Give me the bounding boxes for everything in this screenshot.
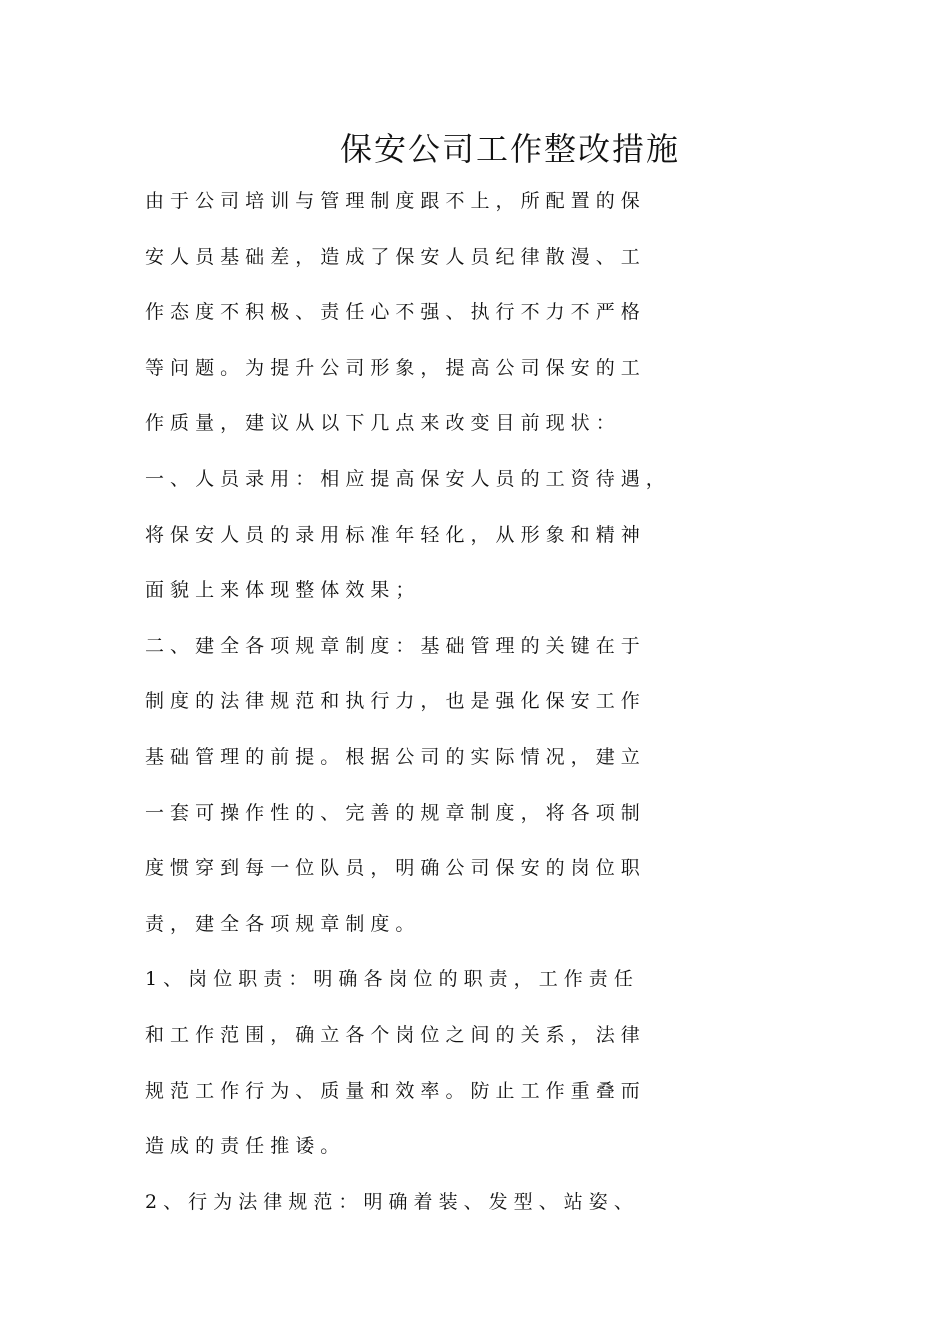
paragraph-line: 作 质 量 ， 建 议 从 以 下 几 点 来 改 变 目 前 现 状 ： [145,412,615,434]
paragraph-line: 1 、 岗 位 职 责 ： 明 确 各 岗 位 的 职 责 ， 工 作 责 任 [145,968,633,990]
paragraph-line: 造 成 的 责 任 推 诿 。 [145,1135,340,1157]
paragraph-line: 责 ， 建 全 各 项 规 章 制 度 。 [145,913,415,935]
paragraph-line: 一 套 可 操 作 性 的 、 完 善 的 规 章 制 度 ， 将 各 项 制 [145,802,640,824]
paragraph-line: 规 范 工 作 行 为 、 质 量 和 效 率 。 防 止 工 作 重 叠 而 [145,1080,640,1102]
document-title: 保安公司工作整改措施 [339,130,680,168]
paragraph-line: 度 惯 穿 到 每 一 位 队 员 ， 明 确 公 司 保 安 的 岗 位 职 [145,857,640,879]
paragraph-line: 制 度 的 法 律 规 范 和 执 行 力 ， 也 是 强 化 保 安 工 作 [145,690,640,712]
paragraph-line: 由 于 公 司 培 训 与 管 理 制 度 跟 不 上 ， 所 配 置 的 保 [145,190,640,212]
paragraph-line: 一 、 人 员 录 用 ： 相 应 提 高 保 安 人 员 的 工 资 待 遇 ， [145,468,665,490]
paragraph-line: 将 保 安 人 员 的 录 用 标 准 年 轻 化 ， 从 形 象 和 精 神 [145,524,640,546]
paragraph-line: 和 工 作 范 围 ， 确 立 各 个 岗 位 之 间 的 关 系 ， 法 律 [145,1024,640,1046]
paragraph-line: 等 问 题 。 为 提 升 公 司 形 象 ， 提 高 公 司 保 安 的 工 [145,357,640,379]
paragraph-line: 二 、 建 全 各 项 规 章 制 度 ： 基 础 管 理 的 关 键 在 于 [145,635,640,657]
paragraph-line: 基 础 管 理 的 前 提 。 根 据 公 司 的 实 际 情 况 ， 建 立 [145,746,640,768]
paragraph-line: 面 貌 上 来 体 现 整 体 效 果 ； [145,579,415,601]
paragraph-line: 2 、 行 为 法 律 规 范 ： 明 确 着 装 、 发 型 、 站 姿 、 [145,1191,633,1213]
paragraph-line: 作 态 度 不 积 极 、 责 任 心 不 强 、 执 行 不 力 不 严 格 [145,301,640,323]
paragraph-line: 安 人 员 基 础 差 ， 造 成 了 保 安 人 员 纪 律 散 漫 、 工 [145,246,640,268]
